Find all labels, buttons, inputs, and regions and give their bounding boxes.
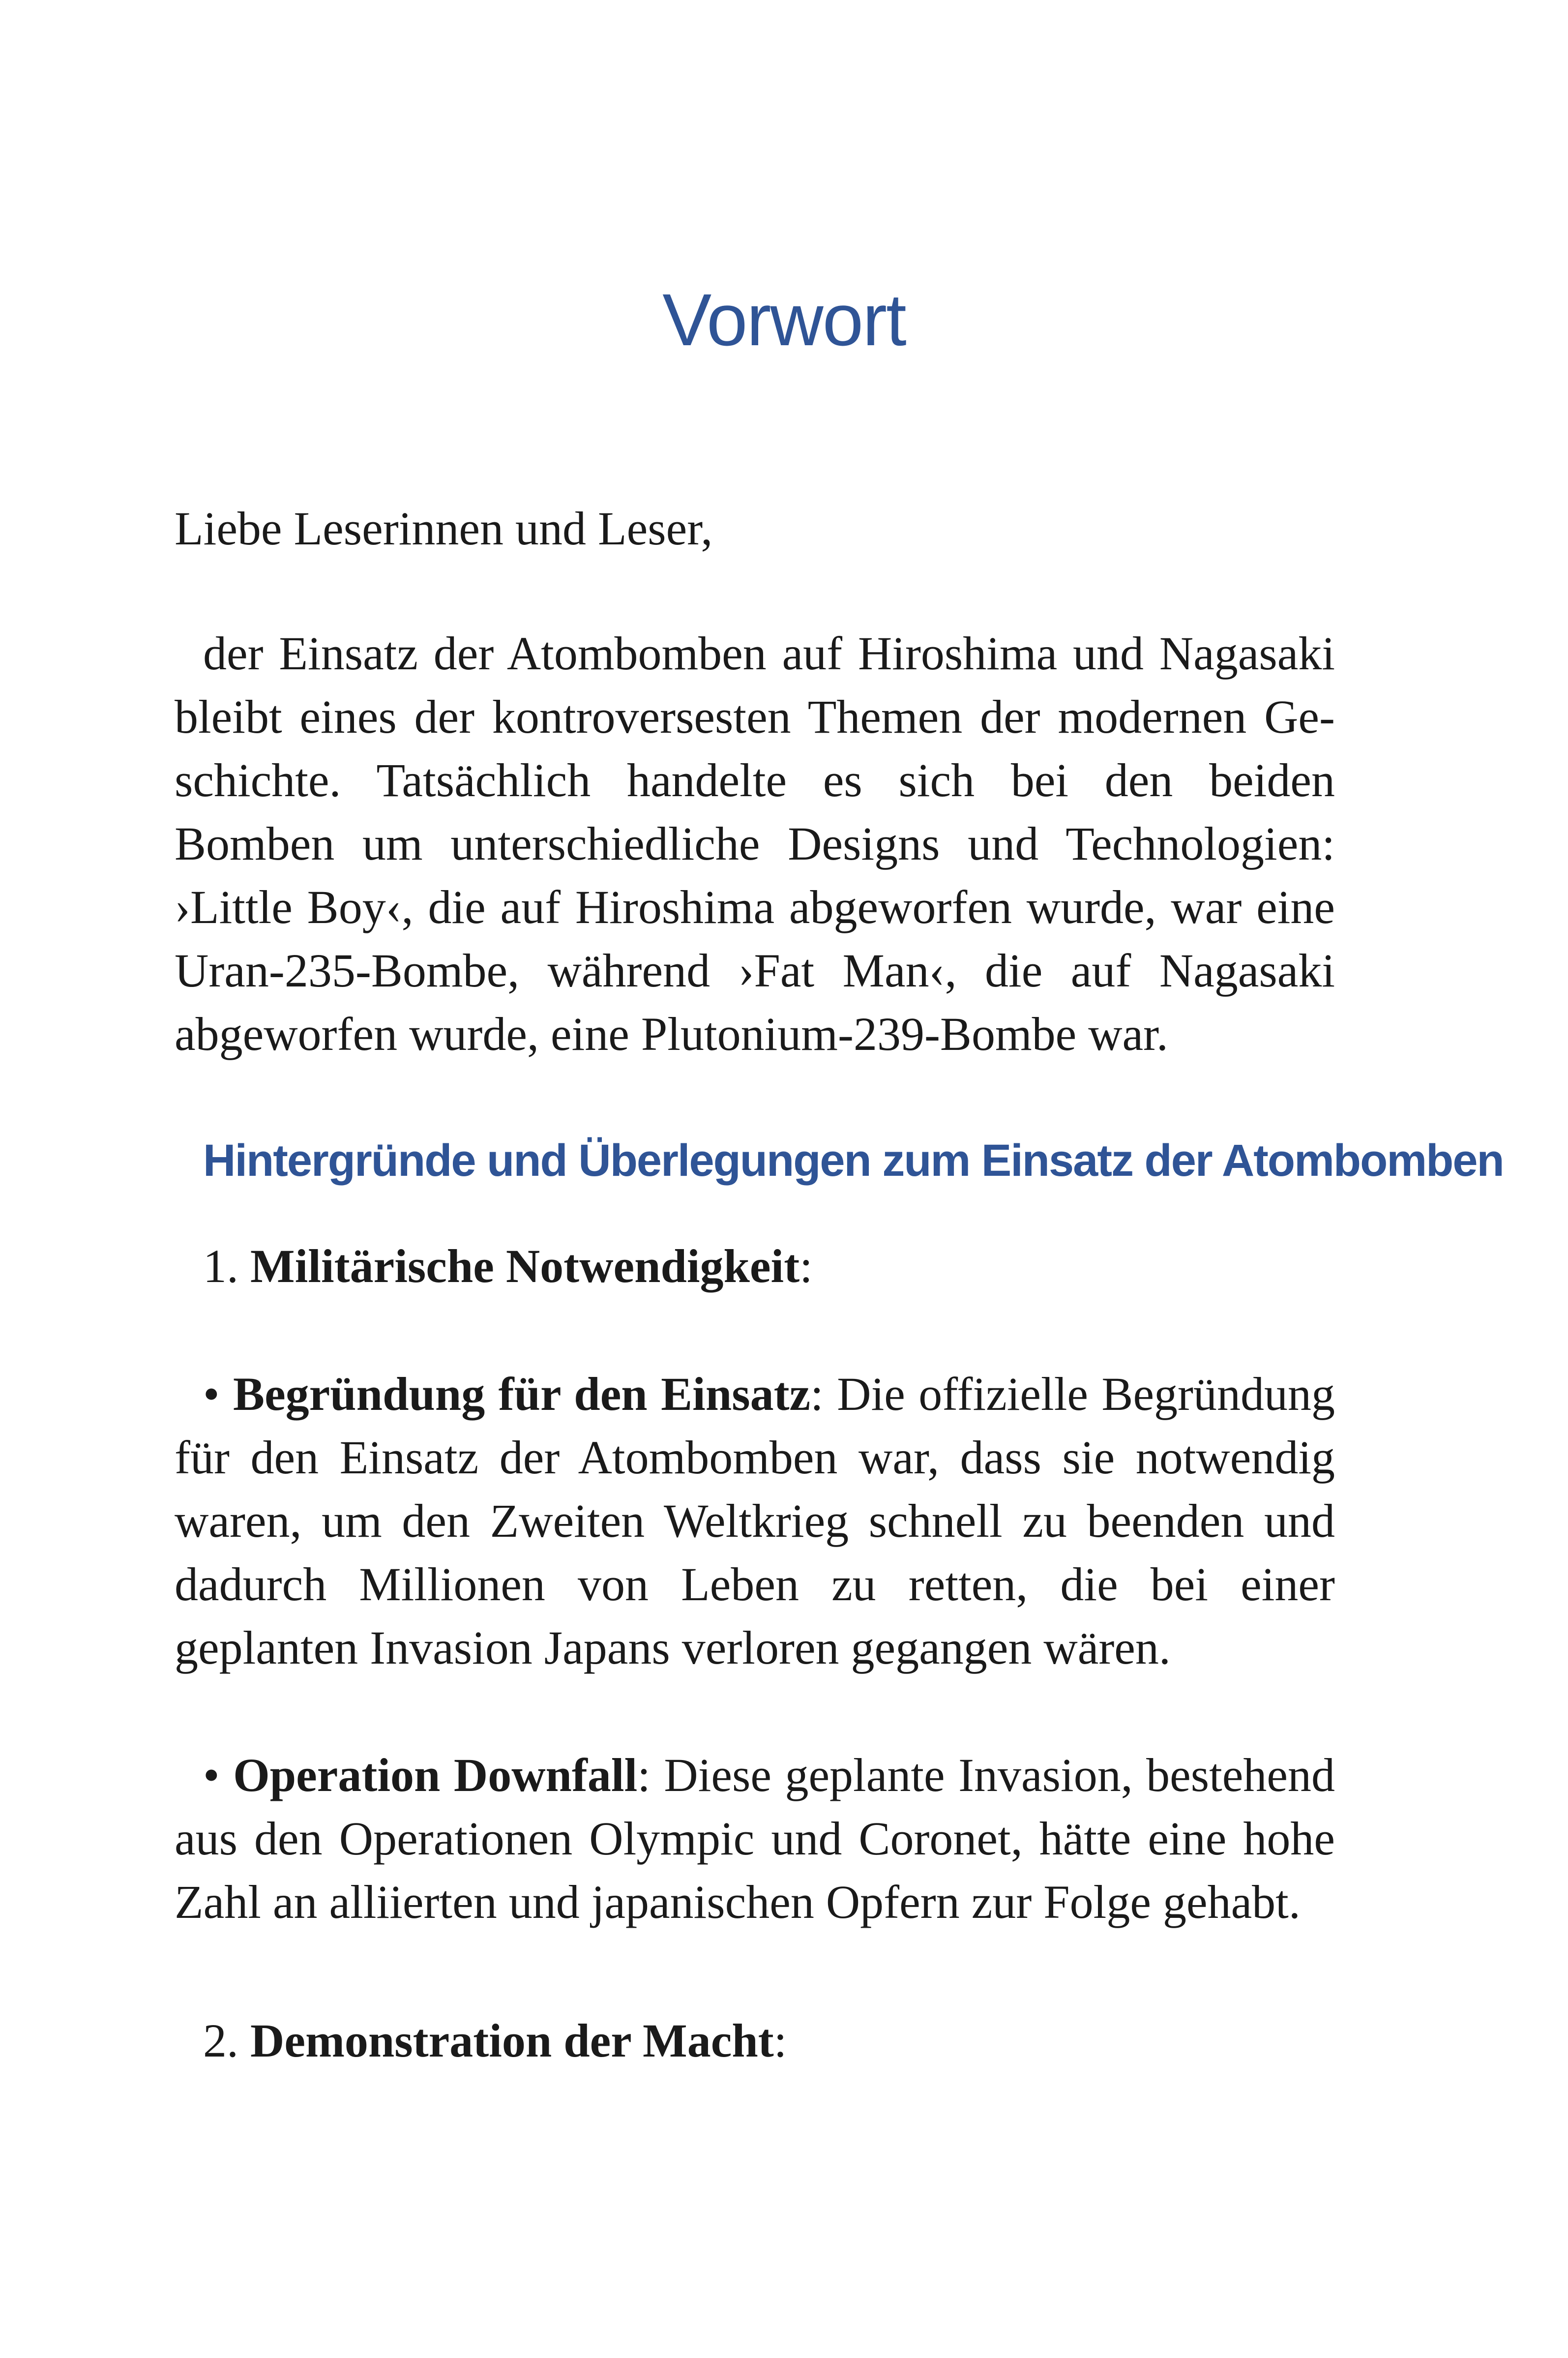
list-number: 2. bbox=[203, 2014, 238, 2067]
list-heading-colon: : bbox=[773, 2014, 787, 2067]
salutation: Liebe Leserinnen und Leser, bbox=[175, 502, 713, 555]
bullet-text: : Die offizielle Begründung für den Einsatz der Atombomben war, dass sie notwendig waren, um den Zweiten Weltkrieg schnell zu beenden und dadurch Millionen von Leben zu retten, die bei einer geplanten Invasion Japans verloren gegangen wären. bbox=[175, 1368, 1335, 1674]
bullet-marker: • bbox=[203, 1749, 220, 1801]
list-heading-demonstration-of-power bbox=[203, 2009, 1334, 2072]
section-subheading: Hintergründe und Überlegungen zum Einsatz der Atombomben bbox=[203, 1135, 1504, 1186]
bullet-text: : Diese geplante Invasion, bestehend aus den Operationen Olympic und Coronet, hätte eine hohe Zahl an alliierten und japanischen Opfern zur Folge gehabt. bbox=[175, 1749, 1335, 1928]
list-number: 1. bbox=[203, 1240, 238, 1292]
bullet-operation-downfall bbox=[175, 1743, 1335, 1934]
list-heading-text: Militärische Notwendigkeit bbox=[250, 1240, 800, 1292]
bullet-term: Begründung für den Einsatz bbox=[233, 1368, 811, 1420]
page-title: Vorwort bbox=[662, 278, 906, 361]
bullet-term: Operation Downfall bbox=[233, 1749, 638, 1801]
list-heading-military-necessity bbox=[203, 1234, 1334, 1298]
bullet-justification bbox=[175, 1362, 1335, 1679]
list-heading-colon: : bbox=[799, 1240, 813, 1292]
intro-paragraph: der Einsatz der Atombomben auf Hiroshima und Nagasaki bleibt eines der kontroversesten Themen der modernen Geschichte. Tatsächlich handelte es sich bei den beiden Bomben um unterschiedliche Designs und Technologien: ›Little Boy‹, die auf Hiroshima abgeworfen wurde, war eine Uran-235-Bombe, während ›Fat Man‹, die auf Nagasaki abgeworfen wurde, eine Plutonium-239-Bombe war. bbox=[175, 627, 1335, 1060]
list-heading-text: Demonstration der Macht bbox=[250, 2014, 774, 2067]
bullet-marker: • bbox=[203, 1368, 220, 1420]
